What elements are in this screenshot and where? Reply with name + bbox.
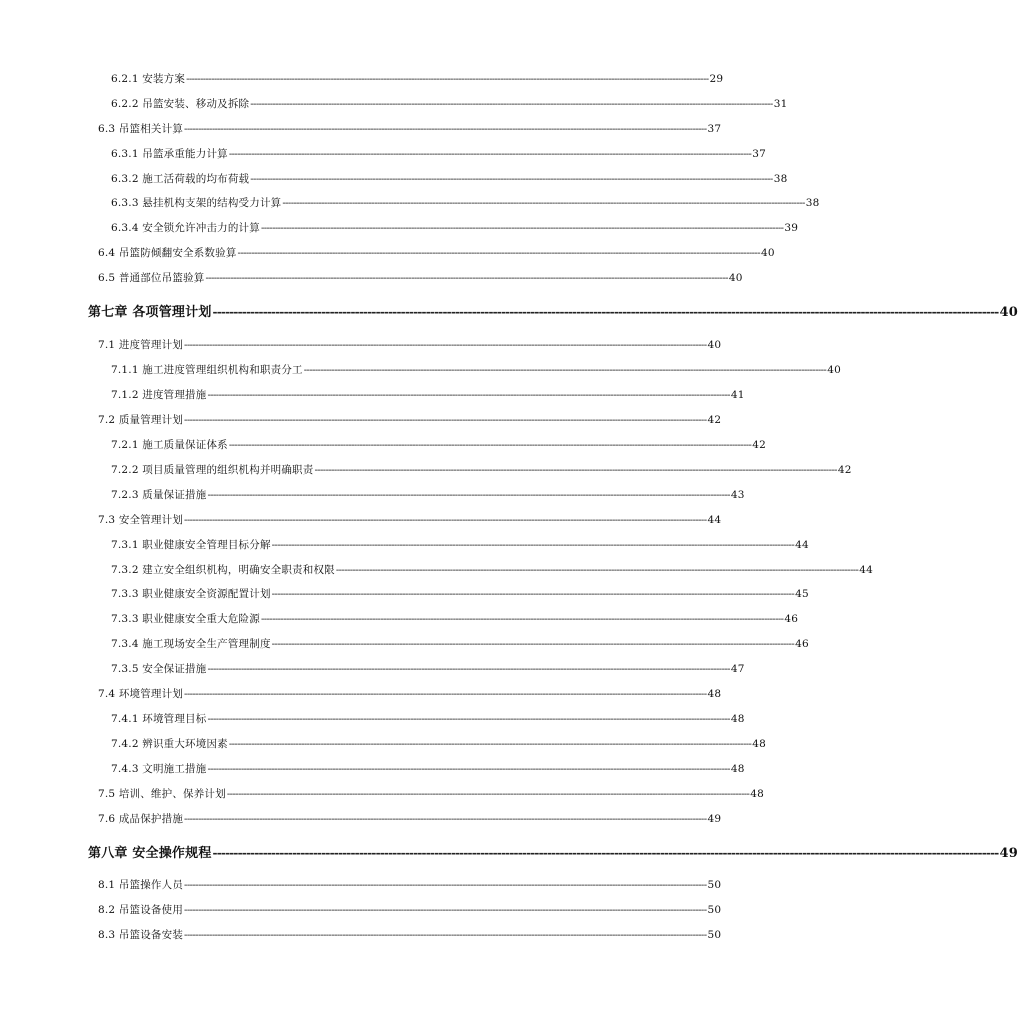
toc-entry[interactable]	[98, 786, 765, 801]
toc-entry-title: 6.3 吊篮相关计算	[98, 123, 184, 135]
toc-entry-title: 8.3 吊篮设备安装	[98, 929, 184, 941]
toc-entry[interactable]	[98, 337, 722, 352]
toc-entry-page: 44	[859, 564, 874, 576]
toc-entry-title: 7.3.3 职业健康安全资源配置计划	[111, 588, 271, 600]
toc-entry-page: 41	[730, 389, 745, 401]
toc-entry-title: 7.5 培训、维护、保养计划	[98, 788, 226, 800]
toc-entry[interactable]	[98, 512, 722, 527]
toc-entry[interactable]	[111, 462, 852, 477]
toc-entry-title: 7.1.1 施工进度管理组织机构和职责分工	[111, 364, 303, 376]
toc-entry-page: 48	[707, 688, 722, 700]
toc-leader-dots: --------------------------------------------------------------------------------------------------------------------------------------------------------------------------------------------	[207, 664, 730, 675]
toc-leader-dots: --------------------------------------------------------------------------------------------------------------------------------------------------------------------------------------------	[271, 540, 795, 551]
toc-entry[interactable]	[111, 96, 788, 111]
toc-entry-title: 7.4.2 辨识重大环境因素	[111, 738, 228, 750]
toc-entry-title: 8.1 吊篮操作人员	[98, 879, 184, 891]
toc-entry-page: 40	[728, 272, 743, 284]
toc-leader-dots: --------------------------------------------------------------------------------------------------------------------------------------------------------------------------------------------	[260, 223, 784, 234]
toc-entry-page: 38	[773, 173, 788, 185]
toc-entry[interactable]	[111, 71, 724, 86]
toc-entry-title: 7.4.1 环境管理目标	[111, 713, 207, 725]
toc-entry-title: 7.3.1 职业健康安全管理目标分解	[111, 539, 271, 551]
toc-entry-page: 47	[730, 663, 745, 675]
toc-entry-page: 50	[707, 879, 722, 891]
toc-entry-title: 7.2.2 项目质量管理的组织机构并明确职责	[111, 464, 314, 476]
toc-entry-page: 48	[730, 713, 745, 725]
toc-leader-dots: --------------------------------------------------------------------------------------------------------------------------------------------------------------------------------------------	[207, 714, 730, 725]
toc-leader-dots: --------------------------------------------------------------------------------------------------------------------------------------------------------------------------------------------	[184, 689, 707, 700]
toc-entry-title: 7.1 进度管理计划	[98, 339, 184, 351]
toc-entry[interactable]	[111, 437, 767, 452]
toc-chapter-entry[interactable]	[88, 842, 1018, 861]
toc-leader-dots: --------------------------------------------------------------------------------------------------------------------------------------------------------------------------------------------	[250, 174, 773, 185]
toc-entry[interactable]	[98, 877, 722, 892]
toc-entry[interactable]	[111, 195, 820, 210]
toc-entry[interactable]	[111, 761, 745, 776]
toc-leader-dots: --------------------------------------------------------------------------------------------------------------------------------------------------------------------------------------------	[212, 846, 999, 860]
toc-entry-page: 42	[752, 439, 767, 451]
toc-leader-dots: --------------------------------------------------------------------------------------------------------------------------------------------------------------------------------------------	[184, 515, 707, 526]
toc-entry-page: 48	[730, 763, 745, 775]
toc-entry-page: 39	[784, 222, 799, 234]
toc-leader-dots: --------------------------------------------------------------------------------------------------------------------------------------------------------------------------------------------	[207, 390, 730, 401]
toc-leader-dots: --------------------------------------------------------------------------------------------------------------------------------------------------------------------------------------------	[271, 589, 795, 600]
toc-leader-dots: --------------------------------------------------------------------------------------------------------------------------------------------------------------------------------------------	[314, 465, 837, 476]
toc-entry-title: 6.4 吊篮防倾翻安全系数验算	[98, 247, 237, 259]
toc-leader-dots: --------------------------------------------------------------------------------------------------------------------------------------------------------------------------------------------	[184, 880, 707, 891]
toc-entry[interactable]	[98, 811, 722, 826]
toc-entry-page: 46	[784, 613, 799, 625]
toc-entry[interactable]	[98, 270, 743, 285]
toc-entry-page: 46	[795, 638, 809, 650]
toc-entry[interactable]	[111, 562, 874, 577]
toc-entry[interactable]	[98, 121, 722, 136]
toc-leader-dots: --------------------------------------------------------------------------------------------------------------------------------------------------------------------------------------------	[237, 248, 760, 259]
toc-entry-page: 37	[752, 148, 767, 160]
toc-entry[interactable]	[98, 927, 722, 942]
toc-entry-page: 31	[773, 98, 788, 110]
toc-entry-page: 44	[795, 539, 809, 551]
toc-entry-page: 40	[707, 339, 722, 351]
toc-entry-title: 7.6 成品保护措施	[98, 813, 184, 825]
toc-entry[interactable]	[111, 362, 841, 377]
toc-leader-dots: --------------------------------------------------------------------------------------------------------------------------------------------------------------------------------------------	[207, 764, 730, 775]
toc-entry[interactable]	[111, 220, 799, 235]
toc-entry[interactable]	[111, 736, 767, 751]
toc-leader-dots: --------------------------------------------------------------------------------------------------------------------------------------------------------------------------------------------	[184, 124, 707, 135]
toc-chapter-page: 49	[999, 846, 1018, 861]
toc-entry-title: 7.3.2 建立安全组织机构，明确安全职责和权限	[111, 564, 335, 576]
toc-chapter-title: 第八章 安全操作规程	[88, 846, 212, 861]
toc-leader-dots: --------------------------------------------------------------------------------------------------------------------------------------------------------------------------------------------	[207, 490, 730, 501]
toc-leader-dots: --------------------------------------------------------------------------------------------------------------------------------------------------------------------------------------------	[186, 74, 709, 85]
toc-leader-dots: --------------------------------------------------------------------------------------------------------------------------------------------------------------------------------------------	[250, 99, 773, 110]
toc-leader-dots: --------------------------------------------------------------------------------------------------------------------------------------------------------------------------------------------	[184, 930, 707, 941]
toc-entry-page: 29	[709, 73, 724, 85]
toc-entry-title: 6.3.4 安全锁允许冲击力的计算	[111, 222, 260, 234]
toc-leader-dots: --------------------------------------------------------------------------------------------------------------------------------------------------------------------------------------------	[228, 149, 752, 160]
toc-entry-title: 8.2 吊篮设备使用	[98, 904, 184, 916]
toc-entry-title: 7.2.3 质量保证措施	[111, 489, 207, 501]
toc-entry-title: 7.4.3 文明施工措施	[111, 763, 207, 775]
toc-entry-page: 48	[752, 738, 767, 750]
toc-entry[interactable]	[98, 902, 722, 917]
toc-leader-dots: --------------------------------------------------------------------------------------------------------------------------------------------------------------------------------------------	[184, 340, 707, 351]
toc-entry-title: 7.2 质量管理计划	[98, 414, 184, 426]
toc-entry-page: 43	[730, 489, 745, 501]
toc-entry-page: 40	[760, 247, 775, 259]
toc-entry-title: 6.2.1 安装方案	[111, 73, 186, 85]
toc-entry[interactable]	[111, 661, 745, 676]
toc-entry[interactable]	[111, 586, 809, 601]
toc-entry-title: 6.3.1 吊篮承重能力计算	[111, 148, 228, 160]
toc-entry-title: 7.1.2 进度管理措施	[111, 389, 207, 401]
toc-leader-dots: --------------------------------------------------------------------------------------------------------------------------------------------------------------------------------------------	[184, 905, 707, 916]
toc-entry[interactable]	[111, 611, 799, 626]
toc-entry-title: 6.2.2 吊篮安装、移动及拆除	[111, 98, 250, 110]
toc-entry-page: 48	[750, 788, 765, 800]
toc-entry-page: 50	[707, 904, 722, 916]
toc-leader-dots: --------------------------------------------------------------------------------------------------------------------------------------------------------------------------------------------	[282, 198, 805, 209]
toc-entry-title: 7.2.1 施工质量保证体系	[111, 439, 228, 451]
toc-leader-dots: --------------------------------------------------------------------------------------------------------------------------------------------------------------------------------------------	[212, 305, 999, 319]
toc-entry-page: 42	[837, 464, 852, 476]
toc-entry[interactable]	[98, 245, 775, 260]
toc-entry[interactable]	[98, 412, 722, 427]
toc-entry-page: 49	[707, 813, 722, 825]
toc-entry-title: 7.3.5 安全保证措施	[111, 663, 207, 675]
toc-entry[interactable]	[111, 487, 745, 502]
toc-entry-page: 38	[805, 197, 820, 209]
toc-entry-page: 44	[707, 514, 722, 526]
toc-leader-dots: --------------------------------------------------------------------------------------------------------------------------------------------------------------------------------------------	[303, 365, 827, 376]
toc-entry[interactable]	[111, 537, 809, 552]
toc-entry-page: 42	[707, 414, 722, 426]
toc-entry-page: 40	[827, 364, 841, 376]
toc-leader-dots: --------------------------------------------------------------------------------------------------------------------------------------------------------------------------------------------	[335, 565, 859, 576]
toc-entry[interactable]	[98, 686, 722, 701]
toc-entry-title: 6.3.2 施工活荷载的均布荷载	[111, 173, 250, 185]
toc-leader-dots: --------------------------------------------------------------------------------------------------------------------------------------------------------------------------------------------	[260, 614, 784, 625]
toc-entry[interactable]	[111, 636, 809, 651]
toc-entry-title: 7.3 安全管理计划	[98, 514, 184, 526]
toc-entry-title: 6.5 普通部位吊篮验算	[98, 272, 205, 284]
toc-leader-dots: --------------------------------------------------------------------------------------------------------------------------------------------------------------------------------------------	[271, 639, 795, 650]
toc-entry-title: 7.3.4 施工现场安全生产管理制度	[111, 638, 271, 650]
toc-entry-title: 7.3.3 职业健康安全重大危险源	[111, 613, 260, 625]
toc-entry-title: 7.4 环境管理计划	[98, 688, 184, 700]
toc-leader-dots: --------------------------------------------------------------------------------------------------------------------------------------------------------------------------------------------	[228, 739, 752, 750]
toc-leader-dots: --------------------------------------------------------------------------------------------------------------------------------------------------------------------------------------------	[228, 440, 752, 451]
toc-entry-title: 6.3.3 悬挂机构支架的结构受力计算	[111, 197, 282, 209]
toc-chapter-title: 第七章 各项管理计划	[88, 305, 212, 320]
toc-entry[interactable]	[111, 146, 767, 161]
toc-entry-page: 37	[707, 123, 722, 135]
toc-leader-dots: --------------------------------------------------------------------------------------------------------------------------------------------------------------------------------------------	[226, 789, 750, 800]
toc-chapter-entry[interactable]	[88, 301, 1018, 320]
toc-entry-page: 45	[795, 588, 809, 600]
toc-entry-page: 50	[707, 929, 722, 941]
toc-entry[interactable]	[111, 387, 745, 402]
toc-leader-dots: --------------------------------------------------------------------------------------------------------------------------------------------------------------------------------------------	[184, 415, 707, 426]
toc-leader-dots: --------------------------------------------------------------------------------------------------------------------------------------------------------------------------------------------	[184, 814, 707, 825]
toc-entry[interactable]	[111, 171, 788, 186]
toc-leader-dots: --------------------------------------------------------------------------------------------------------------------------------------------------------------------------------------------	[205, 273, 728, 284]
toc-entry[interactable]	[111, 711, 745, 726]
toc-chapter-page: 40	[999, 305, 1018, 320]
